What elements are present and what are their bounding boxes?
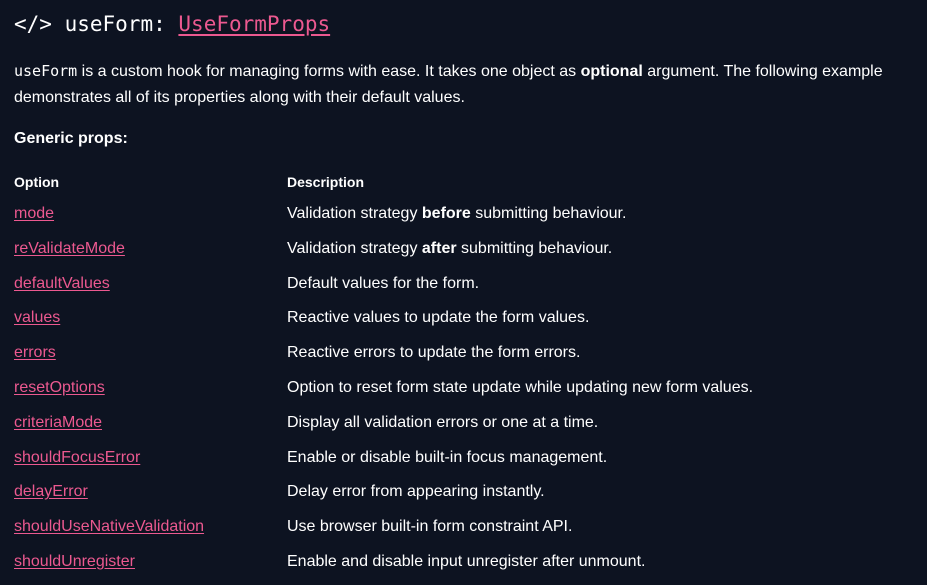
option-description [287, 307, 589, 329]
option-description [287, 516, 572, 538]
option-link-defaultValues[interactable]: defaultValues [14, 274, 110, 292]
description-text: Default values for the form. [287, 274, 480, 292]
intro-bold: optional [580, 63, 643, 80]
section-title: Generic props: [14, 130, 128, 147]
table-row [0, 342, 927, 376]
option-description [287, 447, 607, 469]
column-header-option: Option [14, 174, 60, 190]
option-description [287, 377, 753, 399]
use-form-props-link[interactable]: UseFormProps [178, 12, 331, 36]
option-description [287, 238, 612, 260]
table-row [0, 238, 927, 272]
code-icon: </> [14, 12, 52, 36]
intro-text-2: argument. The following example demonstrates all of its properties along with their default values. [14, 63, 883, 106]
option-description [287, 203, 626, 225]
table-row [0, 481, 927, 515]
description-text: Validation strategy [287, 239, 422, 257]
option-description [287, 481, 545, 503]
description-text: Enable or disable built-in focus management. [287, 448, 608, 466]
table-row [0, 377, 927, 411]
description-text-end: submitting behaviour. [470, 205, 627, 222]
table-row [0, 412, 927, 446]
option-link-mode[interactable]: mode [14, 205, 55, 222]
hook-name: useForm: [64, 12, 166, 36]
description-text: Reactive values to update the form values. [287, 309, 590, 327]
description-text: Option to reset form state update while updating new form values. [287, 379, 754, 396]
table-row [0, 203, 927, 237]
option-description [287, 412, 598, 434]
description-text: Reactive errors to update the form errors. [287, 344, 581, 362]
intro-text-1: is a custom hook for managing forms with ease. It takes one object as [77, 63, 581, 80]
option-description [287, 273, 479, 295]
description-emphasis: before [421, 205, 471, 222]
column-header-description: Description [287, 174, 365, 190]
table-row [0, 273, 927, 307]
description-text: Display all validation errors or one at a time. [287, 413, 599, 431]
table-row [0, 447, 927, 481]
description-text: Use browser built-in form constraint API. [287, 518, 573, 536]
intro-paragraph [14, 58, 914, 111]
description-text: Validation strategy [287, 205, 422, 222]
option-link-resetOptions[interactable]: resetOptions [14, 379, 105, 396]
page-title [14, 10, 330, 38]
option-link-shouldUseNativeValidation[interactable]: shouldUseNativeValidation [14, 518, 205, 536]
option-link-shouldUnregister[interactable]: shouldUnregister [14, 553, 135, 570]
description-text-end: submitting behaviour. [456, 239, 613, 257]
description-text: Delay error from appearing instantly. [287, 483, 545, 501]
option-link-delayError[interactable]: delayError [14, 483, 88, 501]
table-row [0, 516, 927, 550]
option-link-shouldFocusError[interactable]: shouldFocusError [14, 448, 141, 466]
option-description [287, 342, 580, 364]
intro-code: useForm [14, 62, 78, 80]
description-text: Enable and disable input unregister after unmount. [287, 553, 646, 570]
option-link-criteriaMode[interactable]: criteriaMode [14, 413, 103, 431]
description-emphasis: after [421, 239, 457, 257]
option-link-reValidateMode[interactable]: reValidateMode [14, 239, 125, 257]
option-link-errors[interactable]: errors [14, 344, 56, 362]
table-row [0, 307, 927, 341]
table-row [0, 551, 927, 585]
option-link-values[interactable]: values [14, 309, 61, 327]
option-description [287, 551, 645, 573]
